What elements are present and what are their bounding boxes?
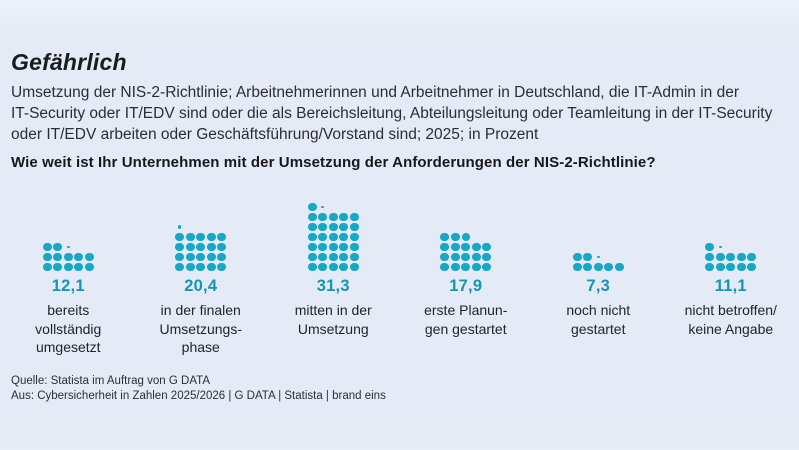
dot-slot — [328, 262, 339, 272]
dot-slot — [63, 252, 74, 262]
dot — [85, 263, 94, 272]
dot-slot — [461, 242, 472, 252]
dot-slot — [461, 262, 472, 272]
dot-slot — [328, 212, 339, 222]
dot-slot — [318, 252, 329, 262]
dot-slot — [705, 242, 716, 252]
dot-slot — [471, 262, 482, 272]
dot-slot — [74, 262, 85, 272]
dot-slot — [705, 252, 716, 262]
subtitle-line-3: oder IT/EDV arbeiten oder Geschäftsführung/Vorstand sind; 2025; in Prozent — [11, 126, 539, 143]
dot-slot — [339, 232, 350, 242]
dot-slot — [705, 262, 716, 272]
dot — [186, 253, 195, 262]
dot-slot — [84, 252, 95, 262]
dot-slot — [593, 262, 604, 272]
dot-row — [307, 252, 360, 262]
chart-group-5 — [532, 201, 665, 357]
dot — [186, 243, 195, 252]
dot-slot — [440, 242, 451, 252]
category-label-line: Umsetzungs- — [159, 320, 242, 337]
category-label-line: umgesetzt — [35, 339, 101, 355]
dot — [318, 213, 327, 222]
fraction-dot — [597, 256, 600, 259]
dot-slot — [63, 262, 74, 272]
dot — [573, 253, 582, 262]
dot-row — [42, 262, 95, 272]
dot-row — [42, 242, 74, 252]
value-label: 12,1 — [51, 277, 85, 295]
fraction-dot — [719, 246, 722, 249]
source-footer — [11, 374, 386, 404]
value-label: 17,9 — [449, 277, 483, 295]
dot — [207, 243, 216, 252]
dot — [217, 233, 226, 242]
dot-slot — [726, 252, 737, 262]
dot — [716, 263, 725, 272]
dot-slot — [53, 252, 64, 262]
dot — [737, 253, 746, 262]
dot — [705, 263, 714, 272]
dot-slot — [583, 252, 594, 262]
category-label-line: phase — [181, 339, 220, 355]
dot-slot — [461, 232, 472, 242]
category-label — [35, 301, 101, 357]
dot-slot — [318, 202, 329, 212]
dot-slot — [318, 232, 329, 242]
dot-slot — [42, 242, 53, 252]
dot — [339, 263, 348, 272]
category-label — [295, 301, 372, 338]
subtitle-line-2: IT-Security oder IT/EDV sind oder die als Bereichsleitung, Abteilungsleitung oder Teamleitung in der IT-Security — [11, 105, 773, 122]
dot-slot — [328, 242, 339, 252]
dot-slot — [307, 212, 318, 222]
dot — [43, 253, 52, 262]
dot-slot — [339, 212, 350, 222]
dot — [573, 263, 582, 272]
fraction-dot — [462, 233, 470, 241]
dot-slot — [84, 262, 95, 272]
dot — [175, 253, 184, 262]
dot — [339, 253, 348, 262]
dot — [350, 233, 359, 242]
dot-slot — [175, 222, 186, 232]
chart-title: Gefährlich — [11, 49, 127, 75]
dot-slot — [206, 252, 217, 262]
dot — [339, 243, 348, 252]
dot — [318, 243, 327, 252]
category-label — [566, 301, 630, 338]
dot-slot — [196, 242, 207, 252]
dot-slot — [206, 242, 217, 252]
dot — [726, 263, 735, 272]
dot-slot — [206, 262, 217, 272]
dot-slot — [318, 222, 329, 232]
dot — [186, 233, 195, 242]
dot-grid — [440, 201, 493, 272]
dot-slot — [461, 252, 472, 262]
dot — [329, 243, 338, 252]
category-label-line: erste Planun- — [424, 302, 508, 318]
dot-slot — [42, 252, 53, 262]
chart-group-4 — [400, 201, 533, 357]
dot-slot — [175, 242, 186, 252]
dot-row — [175, 262, 228, 272]
dot — [53, 253, 62, 262]
dot-slot — [217, 232, 228, 242]
dot-slot — [318, 262, 329, 272]
dot — [329, 213, 338, 222]
dot-slot — [307, 262, 318, 272]
value-label: 11,1 — [714, 277, 747, 295]
dot-slot — [471, 252, 482, 262]
dot — [308, 253, 317, 262]
dot-grid — [307, 201, 360, 272]
dot-slot — [196, 252, 207, 262]
dot — [726, 253, 735, 262]
dot — [482, 263, 491, 272]
dot-slot — [450, 252, 461, 262]
dot-slot — [440, 262, 451, 272]
dot-row — [42, 252, 95, 262]
dot — [207, 253, 216, 262]
dot-slot — [349, 222, 360, 232]
dot-slot — [726, 262, 737, 272]
dot-slot — [736, 252, 747, 262]
dot — [196, 243, 205, 252]
dot — [318, 233, 327, 242]
dot — [705, 243, 714, 252]
dot — [85, 253, 94, 262]
category-label — [424, 301, 507, 338]
dot — [461, 263, 470, 272]
dot — [583, 263, 592, 272]
dot — [594, 263, 603, 272]
category-label-line: Umsetzung — [297, 320, 369, 337]
chart-group-2 — [135, 201, 268, 357]
value-label: 31,3 — [316, 277, 350, 295]
dot — [440, 243, 449, 252]
dot — [43, 263, 52, 272]
dot-slot — [572, 252, 583, 262]
dot-slot — [482, 262, 493, 272]
dot-slot — [349, 262, 360, 272]
dot-slot — [307, 232, 318, 242]
dot-slot — [736, 262, 747, 272]
dot — [350, 253, 359, 262]
dot — [339, 223, 348, 232]
dot-slot — [206, 232, 217, 242]
dot-row — [175, 222, 186, 232]
dot-slot — [53, 242, 64, 252]
dot-slot — [614, 262, 625, 272]
dot-slot — [328, 232, 339, 242]
dot — [615, 263, 624, 272]
dot — [217, 263, 226, 272]
dot-slot — [593, 252, 604, 262]
dot-slot — [450, 232, 461, 242]
subtitle-line-1: Umsetzung der NIS-2-Richtlinie; Arbeitnehmerinnen und Arbeitnehmer in Deutschland, die IT-Admin in der — [11, 84, 740, 101]
dot — [482, 243, 491, 252]
chart-group-6 — [665, 201, 798, 357]
dot-row — [440, 262, 493, 272]
dot — [461, 253, 470, 262]
dot — [451, 253, 460, 262]
dot — [329, 263, 338, 272]
dot-slot — [53, 262, 64, 272]
dot-row — [440, 232, 472, 242]
dot-slot — [307, 242, 318, 252]
category-label-line: gen gestartet — [424, 320, 507, 337]
dot-row — [705, 262, 758, 272]
dot-slot — [482, 252, 493, 262]
dot-row — [705, 252, 758, 262]
dot — [308, 233, 317, 242]
dot-slot — [185, 242, 196, 252]
dot-slot — [175, 262, 186, 272]
dot — [705, 253, 714, 262]
dot — [175, 233, 184, 242]
dot-slot — [715, 242, 726, 252]
dot-slot — [715, 252, 726, 262]
dot-grid — [572, 201, 625, 272]
category-label-line: keine Angabe — [688, 320, 774, 337]
dot — [339, 233, 348, 242]
dot — [308, 263, 317, 272]
category-label-line: bereits — [47, 302, 90, 318]
dot-slot — [471, 242, 482, 252]
dot-slot — [450, 242, 461, 252]
dot — [308, 223, 317, 232]
dot-slot — [715, 262, 726, 272]
dot — [472, 253, 481, 262]
dot — [53, 263, 62, 272]
dot — [43, 243, 52, 252]
dot — [217, 253, 226, 262]
dot — [583, 253, 592, 262]
dot — [318, 263, 327, 272]
dot-row — [175, 242, 228, 252]
category-label-line: mitten in der — [294, 302, 372, 318]
dot-row — [307, 222, 360, 232]
dot-grid — [705, 201, 758, 272]
dot-slot — [328, 222, 339, 232]
dot-slot — [450, 262, 461, 272]
dot — [329, 233, 338, 242]
dot — [207, 233, 216, 242]
dot-slot — [185, 252, 196, 262]
category-label-line: in der finalen — [160, 302, 241, 318]
dot — [64, 253, 73, 262]
dot-slot — [307, 252, 318, 262]
dot — [308, 213, 317, 222]
category-label-line: vollständig — [35, 320, 102, 337]
dot — [74, 263, 83, 272]
dot — [196, 253, 205, 262]
dot-slot — [339, 252, 350, 262]
dot — [461, 243, 470, 252]
dot-slot — [572, 262, 583, 272]
fraction-dot — [178, 225, 181, 228]
dot-slot — [307, 222, 318, 232]
dot — [339, 213, 348, 222]
dot-slot — [339, 242, 350, 252]
dot-slot — [74, 252, 85, 262]
dot-slot — [747, 252, 758, 262]
dot — [186, 263, 195, 272]
dot — [308, 203, 317, 212]
category-label-line: gestartet — [571, 320, 626, 337]
dot-row — [440, 252, 493, 262]
dot-slot — [349, 212, 360, 222]
category-label-line: noch nicht — [566, 302, 631, 318]
dot — [747, 263, 756, 272]
category-label-line: nicht betroffen/ — [684, 302, 777, 318]
value-label: 7,3 — [586, 277, 611, 295]
dot — [350, 243, 359, 252]
dot-slot — [185, 262, 196, 272]
dot — [175, 243, 184, 252]
fraction-dot — [67, 246, 70, 249]
dot-grid — [175, 201, 228, 272]
dot — [350, 213, 359, 222]
dot — [472, 263, 481, 272]
dot — [440, 263, 449, 272]
dot-slot — [339, 222, 350, 232]
dot — [175, 263, 184, 272]
dot-slot — [604, 262, 615, 272]
dot — [329, 253, 338, 262]
dot-slot — [318, 242, 329, 252]
dot — [318, 253, 327, 262]
dot-slot — [747, 262, 758, 272]
dot — [74, 253, 83, 262]
dot — [451, 233, 460, 242]
dot — [207, 263, 216, 272]
dot — [737, 263, 746, 272]
publication-line: Aus: Cybersicherheit in Zahlen 2025/2026 | G DATA | Statista | brand eins — [11, 390, 386, 402]
dot-slot — [307, 202, 318, 212]
dot-row — [307, 242, 360, 252]
dot — [451, 263, 460, 272]
dot-slot — [63, 242, 74, 252]
dot — [747, 253, 756, 262]
source-line: Quelle: Statista im Auftrag von G DATA — [11, 375, 210, 387]
dot — [196, 233, 205, 242]
dot-slot — [349, 232, 360, 242]
dot-slot — [196, 232, 207, 242]
dot-slot — [42, 262, 53, 272]
dot-slot — [217, 252, 228, 262]
dot-row — [440, 242, 493, 252]
chart-header — [0, 0, 799, 171]
dot-slot — [440, 252, 451, 262]
dot-row — [572, 252, 604, 262]
dot — [350, 263, 359, 272]
dot — [440, 253, 449, 262]
dot — [329, 223, 338, 232]
dot — [472, 243, 481, 252]
dot-slot — [185, 232, 196, 242]
dot — [217, 243, 226, 252]
dot-slot — [349, 252, 360, 262]
dot-slot — [349, 242, 360, 252]
dot-slot — [217, 242, 228, 252]
value-label: 20,4 — [184, 277, 218, 295]
dot-chart — [0, 201, 799, 357]
chart-subtitle — [11, 82, 785, 145]
dot-slot — [583, 262, 594, 272]
chart-group-1 — [2, 201, 135, 357]
dot — [604, 263, 613, 272]
dot — [64, 263, 73, 272]
dot — [440, 233, 449, 242]
chart-group-3 — [267, 201, 400, 357]
dot-row — [307, 202, 328, 212]
dot-slot — [339, 262, 350, 272]
dot-row — [307, 232, 360, 242]
dot — [716, 253, 725, 262]
dot-row — [572, 262, 625, 272]
dot-row — [307, 262, 360, 272]
dot-slot — [482, 242, 493, 252]
category-label — [160, 301, 242, 357]
dot — [451, 243, 460, 252]
survey-question: Wie weit ist Ihr Unternehmen mit der Umsetzung der Anforderungen der NIS-2-Richtlinie? — [11, 154, 656, 171]
dot-slot — [175, 232, 186, 242]
dot-row — [705, 242, 726, 252]
dot-row — [307, 212, 360, 222]
dot — [308, 243, 317, 252]
dot-slot — [217, 262, 228, 272]
fraction-dot — [321, 206, 324, 209]
dot-slot — [318, 212, 329, 222]
dot-row — [175, 232, 228, 242]
dot-grid — [42, 201, 95, 272]
category-label — [685, 301, 777, 338]
dot — [350, 223, 359, 232]
dot-slot — [328, 252, 339, 262]
dot-slot — [440, 232, 451, 242]
dot-row — [175, 252, 228, 262]
dot — [53, 243, 62, 252]
dot — [196, 263, 205, 272]
dot-slot — [196, 262, 207, 272]
dot-slot — [175, 252, 186, 262]
dot — [482, 253, 491, 262]
dot — [318, 223, 327, 232]
